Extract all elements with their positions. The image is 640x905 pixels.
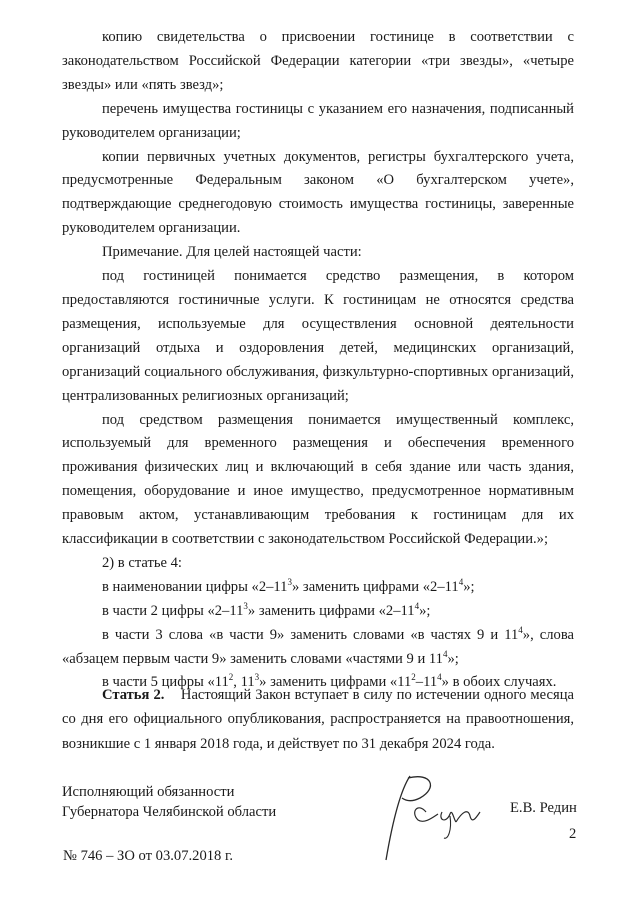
position-line-2: Губернатора Челябинской области [62, 804, 277, 820]
document-number: № 746 – ЗО от 03.07.2018 г. [63, 848, 233, 864]
amendment-line: в части 5 цифры «$11^2$, $11^3$» заменить цифрами «$11^2-11^4$» в обоих случаях. [102, 672, 557, 691]
article-text: Настоящий Закон вступает в силу по истечении одного месяца со дня его официального опубликования, распространяется на правоотношения, возникшие с 1 января 2018 года, и действует по 31 декабря 2024 года. [62, 687, 574, 752]
page-number: 2 [569, 826, 577, 842]
body-text [62, 26, 574, 695]
paragraph: под средством размещения понимается имущественный комплекс, используемый для временного размещения и обеспечения временного проживания физических лиц и включающий в себя здание или часть здания, помещения, оборудование и иное имущество, предусмотренное нормативным правовым актом, устанавливающим требования к гостиницам для их классификации в соответствии с законодательством Российской Федерации.»; [62, 411, 574, 548]
article-label: Статья 2. [102, 687, 165, 703]
position-line-1: Исполняющий обязанности [62, 784, 235, 800]
amendment-line: в части 2 цифры «$2-11^3$» заменить цифрами «$2-11^4$»; [102, 600, 431, 619]
paragraph: под гостиницей понимается средство размещения, в котором предоставляются гостиничные услуги. К гостиницам не относятся средства размещения, используемые для осуществления основной деятельности организаций отдыха и оздоровления детей, медицинских организаций, организаций социального обслуживания, физкультурно-спортивных организаций, централизованных религиозных организаций; [62, 268, 574, 404]
paragraph-note-heading: Примечание. Для целей настоящей части: [102, 244, 362, 261]
article-2 [62, 683, 574, 756]
signatory-name: Е.В. Редин [510, 800, 577, 816]
paragraph: перечень имущества гостиницы с указанием его назначения, подписанный руководителем организации; [62, 100, 574, 141]
paragraph-item-heading: 2) в статье 4: [102, 554, 182, 571]
paragraph: копии первичных учетных документов, регистры бухгалтерского учета, предусмотренные Федеральным законом «О бухгалтерском учете», подтверждающие среднегодовую стоимость имущества гостиницы, заверенные руководителем организации. [62, 148, 574, 237]
signatory-position [62, 782, 276, 822]
amendment-line: в части 3 слова «в части 9» заменить словами «в частях 9 и $11^4$», слова «абзацем первым части 9» заменить словами «частями 9 и $11^4$»; [62, 624, 574, 667]
amendment-line: в наименовании цифры «$2-11^3$» заменить цифрами «$2-11^4$»; [102, 576, 475, 595]
handwritten-signature-icon [372, 768, 492, 868]
paragraph: копию свидетельства о присвоении гостинице в соответствии с законодательством Российской Федерации категории «три звезды», «четыре звезды» или «пять звезд»; [62, 29, 574, 93]
